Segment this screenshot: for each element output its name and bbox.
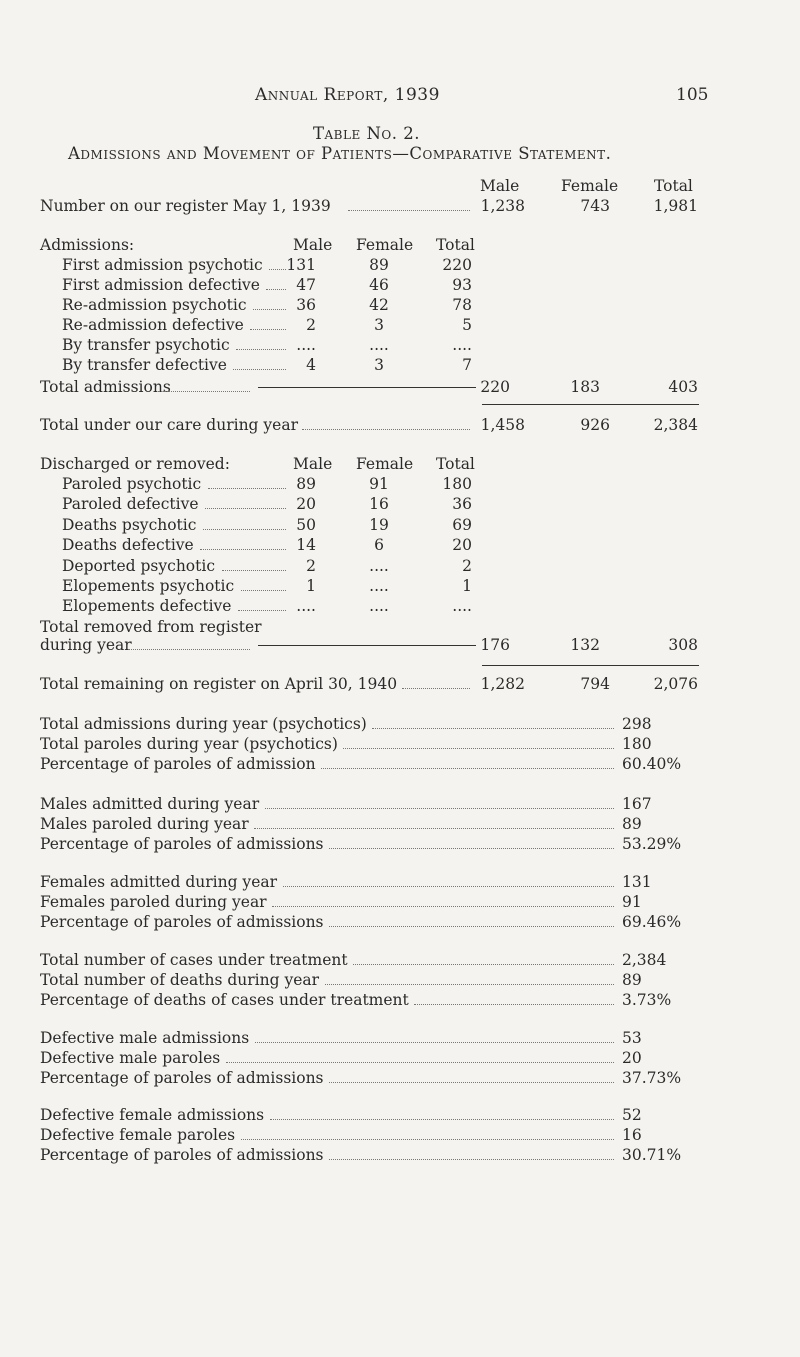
leader-dots [329, 848, 614, 849]
admissions-heading: Admissions: [40, 236, 135, 254]
admission-row-label: First admission psychotic [62, 256, 263, 274]
leader-dots [325, 984, 614, 985]
stat-value: 37.73% [622, 1069, 682, 1087]
stat-value: 69.46% [622, 913, 682, 931]
discharge-row-male: 20 [296, 495, 316, 514]
col-header-male: Male [480, 177, 520, 195]
leader-dots [226, 1062, 614, 1063]
admission-row-total: .... [452, 336, 472, 354]
admission-row-male: 4 [306, 356, 316, 374]
stat-value: 89 [622, 971, 642, 989]
discharge-row-label: Elopements defective [62, 597, 232, 616]
admission-row-female: 89 [369, 256, 389, 274]
table-title: Table No. 2. [313, 124, 420, 143]
stat-label: Total admissions during year (psychotics) [40, 715, 367, 733]
stat-label: Percentage of paroles of admissions [40, 835, 324, 853]
discharge-row-male: 14 [296, 536, 316, 555]
discharge-row-total: 36 [452, 495, 472, 514]
admission-row-label: Re-admission psychotic [62, 296, 247, 314]
leader-dots [270, 1119, 614, 1120]
leader-dots [128, 649, 250, 650]
stat-label: Total number of cases under treatment [40, 951, 348, 969]
discharge-row-male: 89 [296, 475, 316, 493]
remaining-female: 794 [580, 675, 610, 693]
register-start-male: 1,238 [480, 197, 525, 215]
discharge-row-female: 19 [369, 515, 389, 534]
leader-dots [265, 808, 614, 809]
under-care-female: 926 [580, 416, 610, 434]
discharge-row-male: 2 [306, 556, 316, 575]
leader-dots [302, 429, 470, 430]
discharge-row-female: .... [369, 556, 389, 575]
total-removed-male: 176 [480, 636, 510, 654]
discharge-row-male: .... [296, 597, 316, 616]
col-header-female: Female [561, 177, 619, 195]
page-number: 105 [676, 85, 709, 105]
discharge-row-total: 69 [452, 515, 472, 534]
under-care-label: Total under our care during year [40, 416, 298, 434]
discharge-row-female: 6 [374, 536, 384, 555]
discharge-row-label: Deaths defective [62, 536, 194, 555]
leader-dots [241, 1139, 614, 1140]
stat-label: Defective male admissions [40, 1029, 250, 1047]
leader-dots [329, 1082, 614, 1083]
leader-dots [255, 1042, 614, 1043]
under-care-total: 2,384 [653, 416, 698, 434]
discharge-row-label: Paroled psychotic [62, 475, 202, 493]
total-removed-female: 132 [570, 636, 600, 654]
leader-dots [329, 1159, 614, 1160]
discharge-row-male: 50 [296, 515, 316, 534]
stat-label: Percentage of paroles of admissions [40, 913, 324, 931]
stat-label: Percentage of deaths of cases under treatment [40, 991, 409, 1009]
stat-label: Males admitted during year [40, 795, 260, 813]
discharged-col-female: Female [356, 455, 414, 473]
stat-value: 91 [622, 893, 642, 911]
discharge-row-total: .... [452, 597, 472, 616]
total-removed-total: 308 [668, 636, 698, 654]
discharge-row-label: Deaths psychotic [62, 515, 197, 534]
leader-dots [343, 748, 614, 749]
sum-rule [482, 404, 699, 405]
table-subtitle: Admissions and Movement of Patients—Comparative Statement. [68, 144, 612, 163]
discharge-row-label: Elopements psychotic [62, 577, 235, 595]
total-removed-label-2: during year [40, 636, 132, 654]
admission-row-female: 42 [369, 296, 389, 314]
stat-label: Females paroled during year [40, 893, 267, 911]
admission-row-male: 131 [286, 256, 316, 274]
admission-row-male: 47 [296, 276, 316, 294]
stat-value: 89 [622, 815, 642, 833]
leader-dots [329, 926, 614, 927]
stat-label: Percentage of paroles of admissions [40, 1146, 324, 1164]
stat-label: Defective female paroles [40, 1126, 236, 1144]
admission-row-female: 46 [369, 276, 389, 294]
leader-dots [283, 886, 614, 887]
admissions-col-total: Total [436, 236, 475, 254]
leader-dots [372, 728, 614, 729]
stat-value: 298 [622, 715, 652, 733]
admission-row-male: 36 [296, 296, 316, 314]
admission-row-male: .... [296, 336, 316, 354]
admission-row-total: 7 [462, 356, 472, 374]
discharge-row-male: 1 [306, 577, 316, 595]
discharge-row-label: Paroled defective [62, 495, 199, 514]
leader-dots [272, 906, 614, 907]
admission-row-total: 78 [452, 296, 472, 314]
admission-row-label: By transfer psychotic [62, 336, 230, 354]
total-admissions-label: Total admissions [40, 378, 171, 396]
remaining-male: 1,282 [480, 675, 525, 693]
leader-dots [254, 828, 614, 829]
leader-dots [158, 391, 250, 392]
stat-label: Defective female admissions [40, 1106, 265, 1124]
leader-dots [414, 1004, 614, 1005]
register-start-female: 743 [580, 197, 610, 215]
discharge-row-female: 16 [369, 495, 389, 514]
stat-value: 180 [622, 735, 652, 753]
stat-value: 16 [622, 1126, 642, 1144]
stat-value: 60.40% [622, 755, 682, 773]
admission-row-total: 93 [452, 276, 472, 294]
total-admissions-male: 220 [480, 378, 510, 396]
discharge-row-label: Deported psychotic [62, 556, 216, 575]
col-header-total: Total [654, 177, 693, 195]
discharge-row-total: 1 [462, 577, 472, 595]
register-start-total: 1,981 [653, 197, 698, 215]
admission-row-female: 3 [374, 356, 384, 374]
stat-value: 3.73% [622, 991, 672, 1009]
stat-label: Percentage of paroles of admissions [40, 1069, 324, 1087]
discharge-row-female: .... [369, 597, 389, 616]
admission-row-female: 3 [374, 316, 384, 334]
remaining-total: 2,076 [653, 675, 698, 693]
admissions-col-female: Female [356, 236, 414, 254]
admission-row-female: .... [369, 336, 389, 354]
discharged-col-male: Male [293, 455, 333, 473]
stat-label: Percentage of paroles of admission [40, 755, 316, 773]
admissions-col-male: Male [293, 236, 333, 254]
discharged-col-total: Total [436, 455, 475, 473]
stat-value: 20 [622, 1049, 642, 1067]
stat-value: 30.71% [622, 1146, 682, 1164]
remaining-label: Total remaining on register on April 30, 1940 [40, 675, 398, 693]
admission-row-total: 220 [442, 256, 472, 274]
leader-dots [348, 210, 470, 211]
under-care-male: 1,458 [480, 416, 525, 434]
stat-label: Females admitted during year [40, 873, 278, 891]
leader-dots [321, 768, 614, 769]
discharge-row-total: 180 [442, 475, 472, 493]
discharge-row-total: 2 [462, 556, 472, 575]
admission-row-label: First admission defective [62, 276, 260, 294]
discharged-heading: Discharged or removed: [40, 455, 230, 473]
stat-value: 2,384 [622, 951, 667, 969]
discharge-row-total: 20 [452, 536, 472, 555]
total-admissions-female: 183 [570, 378, 600, 396]
stat-value: 53.29% [622, 835, 682, 853]
admission-row-male: 2 [306, 316, 316, 334]
admission-row-total: 5 [462, 316, 472, 334]
running-header: Annual Report, 1939 [255, 85, 440, 105]
stat-value: 52 [622, 1106, 642, 1124]
discharge-row-female: .... [369, 577, 389, 595]
stat-label: Total paroles during year (psychotics) [40, 735, 338, 753]
leader-dots [353, 964, 614, 965]
stat-label: Defective male paroles [40, 1049, 221, 1067]
total-removed-label-1: Total removed from register [40, 618, 262, 636]
discharge-row-female: 91 [369, 475, 389, 493]
stat-label: Total number of deaths during year [40, 971, 320, 989]
stat-value: 131 [622, 873, 652, 891]
admission-row-label: Re-admission defective [62, 316, 244, 334]
register-start-label: Number on our register May 1, 1939 [40, 197, 331, 215]
sum-rule [482, 665, 699, 666]
stat-value: 53 [622, 1029, 642, 1047]
stat-value: 167 [622, 795, 652, 813]
stat-label: Males paroled during year [40, 815, 249, 833]
admission-row-label: By transfer defective [62, 356, 227, 374]
total-admissions-total: 403 [668, 378, 698, 396]
